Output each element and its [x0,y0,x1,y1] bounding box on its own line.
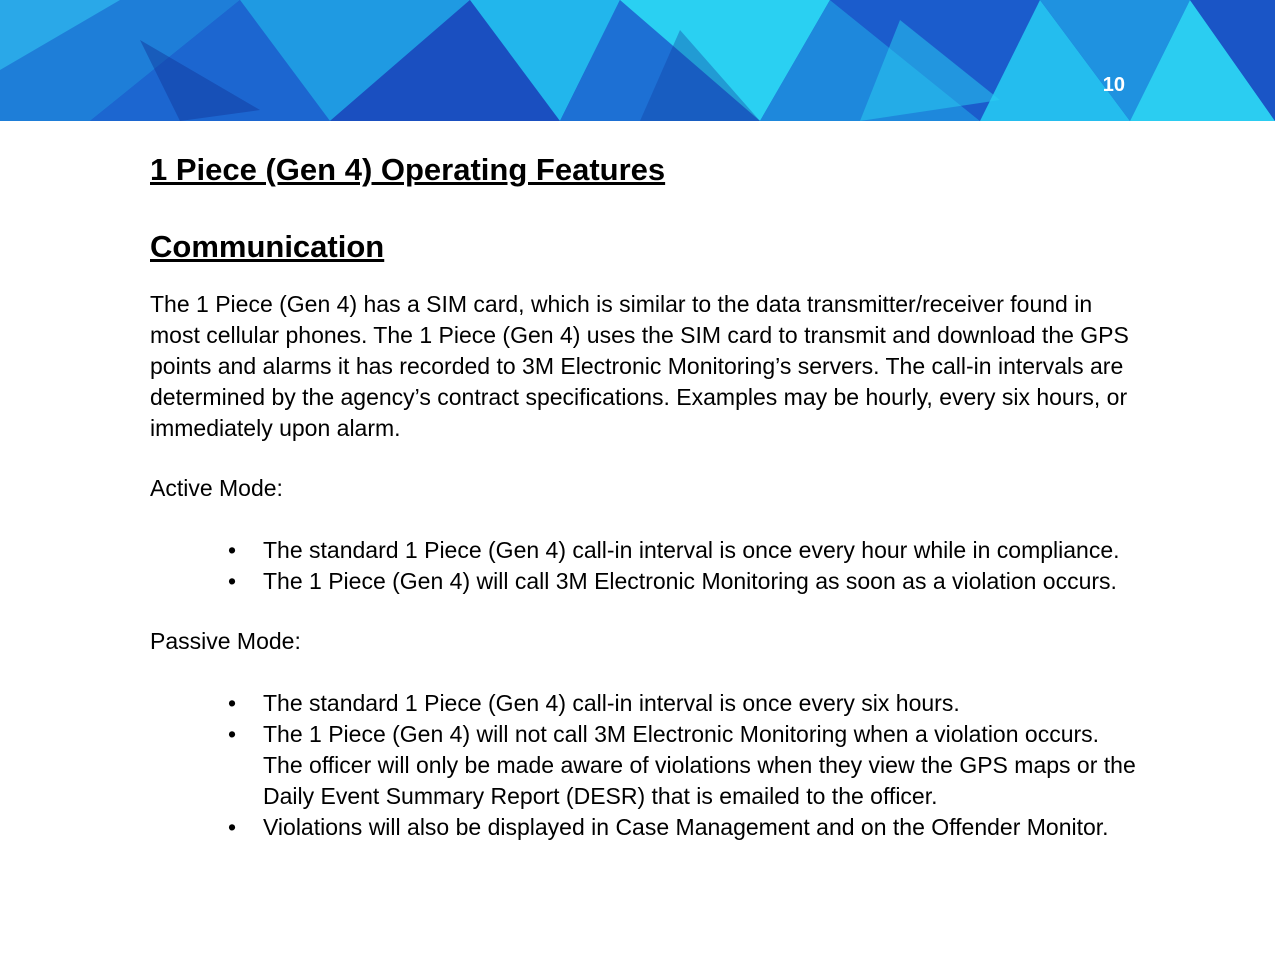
list-item [228,566,1140,597]
passive-mode-list [150,688,1140,843]
header-banner [0,0,1275,121]
active-mode-list [150,535,1140,597]
section-heading-communication: Communication [150,229,385,264]
list-item-text: Violations will also be displayed in Case Management and on the Offender Monitor. [263,814,1109,840]
list-item-text: The standard 1 Piece (Gen 4) call-in interval is once every hour while in compliance. [263,537,1120,563]
list-item [228,719,1140,812]
bullet-icon: • [228,690,237,716]
bullet-icon: • [228,537,237,563]
bullet-icon: • [228,568,237,594]
list-item [228,688,1140,719]
passive-mode-label: Passive Mode: [150,628,301,654]
list-item-text: The standard 1 Piece (Gen 4) call-in interval is once every six hours. [263,690,960,716]
bullet-icon: • [228,814,237,840]
document-title: 1 Piece (Gen 4) Operating Features [150,152,666,187]
list-item [228,812,1140,843]
intro-paragraph: The 1 Piece (Gen 4) has a SIM card, which is similar to the data transmitter/receiver found in most cellular phones. The 1 Piece (Gen 4) uses the SIM card to transmit and download the GPS points and alarms it has recorded to 3M Electronic Monitoring’s servers. The call-in intervals are determined by the agency’s contract specifications. Examples may be hourly, every six hours, or immediately upon alarm. [150,291,1129,441]
list-item-text: The 1 Piece (Gen 4) will call 3M Electronic Monitoring as soon as a violation occurs. [263,568,1117,594]
list-item [228,535,1140,566]
page-number: 10 [1102,74,1125,96]
bullet-icon: • [228,721,237,747]
active-mode-label: Active Mode: [150,475,283,501]
list-item-text: The 1 Piece (Gen 4) will not call 3M Electronic Monitoring when a violation occurs. The officer will only be made aware of violations when they view the GPS maps or the Daily Event Summary Report (DESR) that is emailed to the officer. [263,721,1136,809]
banner-background-graphic [0,0,1275,121]
document-body [150,150,1140,843]
